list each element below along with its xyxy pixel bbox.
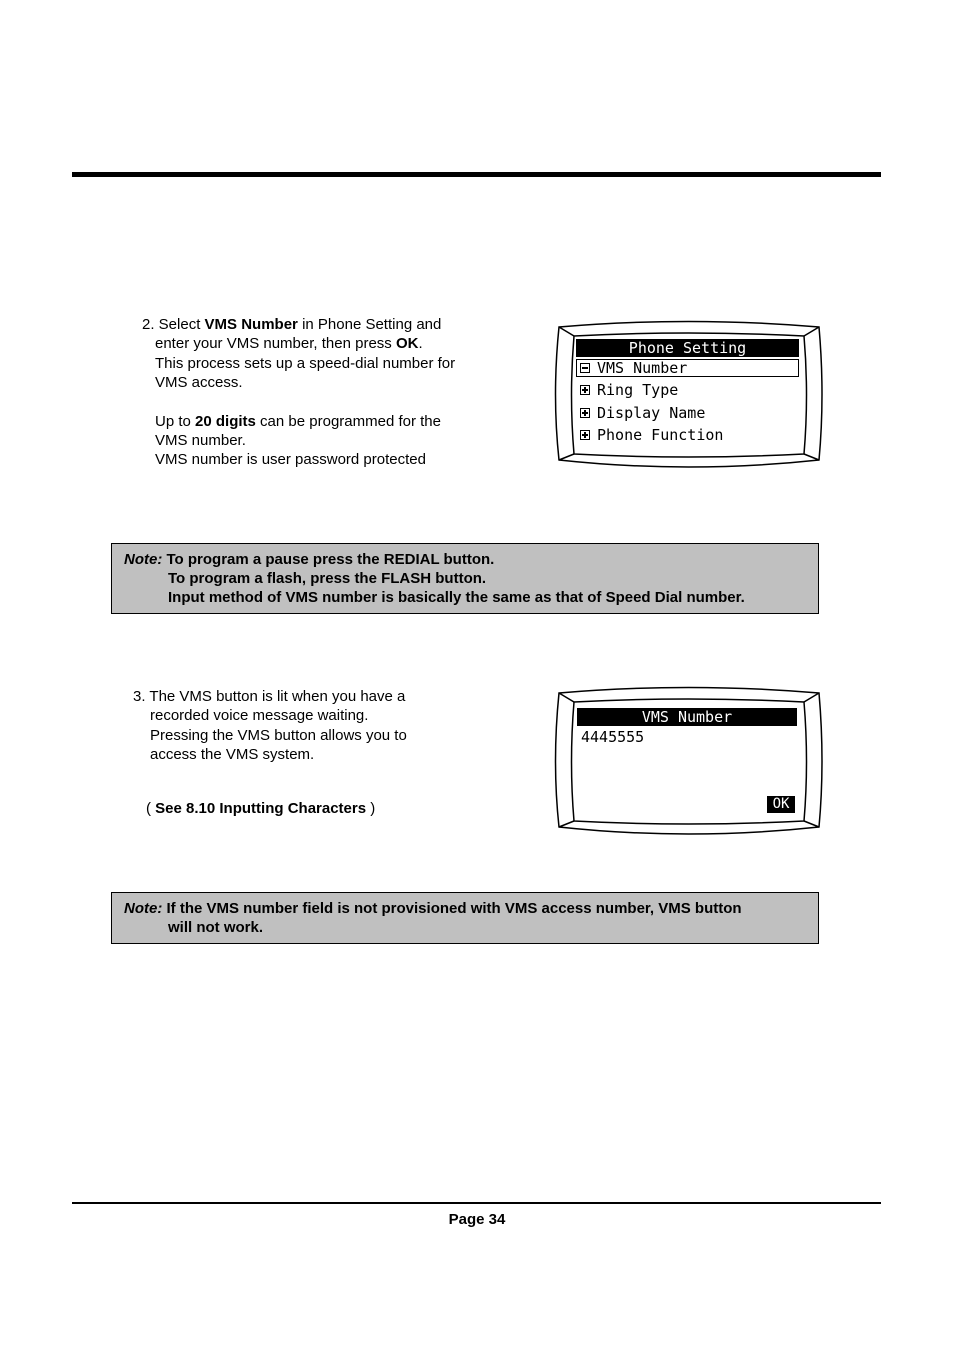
step-2-line-2: enter your VMS number, then press OK. bbox=[155, 335, 423, 353]
note-2-line-2: will not work. bbox=[168, 919, 264, 936]
plus-box-icon bbox=[580, 408, 590, 418]
page-number: Page 34 bbox=[448, 1211, 506, 1228]
lcd-vms-number-value: 4445555 bbox=[581, 728, 645, 746]
plus-box-icon bbox=[580, 430, 590, 440]
lcd-menu-item-display-name: Display Name bbox=[597, 404, 706, 422]
note-label: Note: bbox=[124, 900, 163, 917]
step-3-text bbox=[133, 687, 493, 765]
lcd-vms-number bbox=[553, 684, 823, 839]
step-2-line-5: Up to 20 digits can be programmed for the bbox=[155, 412, 441, 430]
step-3-line-4: access the VMS system. bbox=[150, 746, 315, 764]
note-box-1 bbox=[111, 543, 819, 614]
cross-reference: ( See 8.10 Inputting Characters ) bbox=[146, 800, 376, 817]
note-1-line-3: Input method of VMS number is basically the same as that of Speed Dial number. bbox=[168, 589, 745, 606]
lcd-ok-softkey: OK bbox=[767, 796, 795, 813]
step-2-line-1: 2. Select VMS Number in Phone Setting and bbox=[142, 316, 442, 333]
header-rule bbox=[72, 172, 881, 177]
lcd-menu-item-vms-number: VMS Number bbox=[597, 359, 688, 377]
footer-rule bbox=[72, 1202, 881, 1204]
step-2-line-4: VMS access. bbox=[155, 374, 243, 392]
note-box-2 bbox=[111, 892, 819, 944]
lcd-phone-setting bbox=[553, 318, 823, 472]
step-2-text bbox=[142, 315, 502, 470]
step-2-line-3: This process sets up a speed-dial number for bbox=[155, 354, 456, 372]
minus-box-icon bbox=[580, 363, 590, 373]
lcd-title-bar: VMS Number bbox=[577, 708, 797, 726]
step-3-line-2: recorded voice message waiting. bbox=[150, 707, 369, 725]
step-2-line-7: VMS number is user password protected bbox=[155, 451, 426, 469]
step-2-line-6: VMS number. bbox=[155, 432, 246, 450]
lcd-title-bar: Phone Setting bbox=[576, 339, 799, 357]
note-label: Note: bbox=[124, 551, 163, 568]
lcd-menu-item-phone-function: Phone Function bbox=[597, 426, 724, 444]
step-3-line-3: Pressing the VMS button allows you to bbox=[150, 726, 407, 744]
note-1-line-2: To program a flash, press the FLASH button. bbox=[168, 570, 487, 587]
plus-box-icon bbox=[580, 385, 590, 395]
note-2-line-1: Note: If the VMS number field is not provisioned with VMS access number, VMS button bbox=[124, 900, 742, 917]
step-3-line-1: 3. The VMS button is lit when you have a bbox=[133, 688, 406, 705]
lcd-menu-item-ring-type: Ring Type bbox=[597, 381, 679, 399]
note-1-line-1: Note: To program a pause press the REDIAL button. bbox=[124, 551, 495, 568]
